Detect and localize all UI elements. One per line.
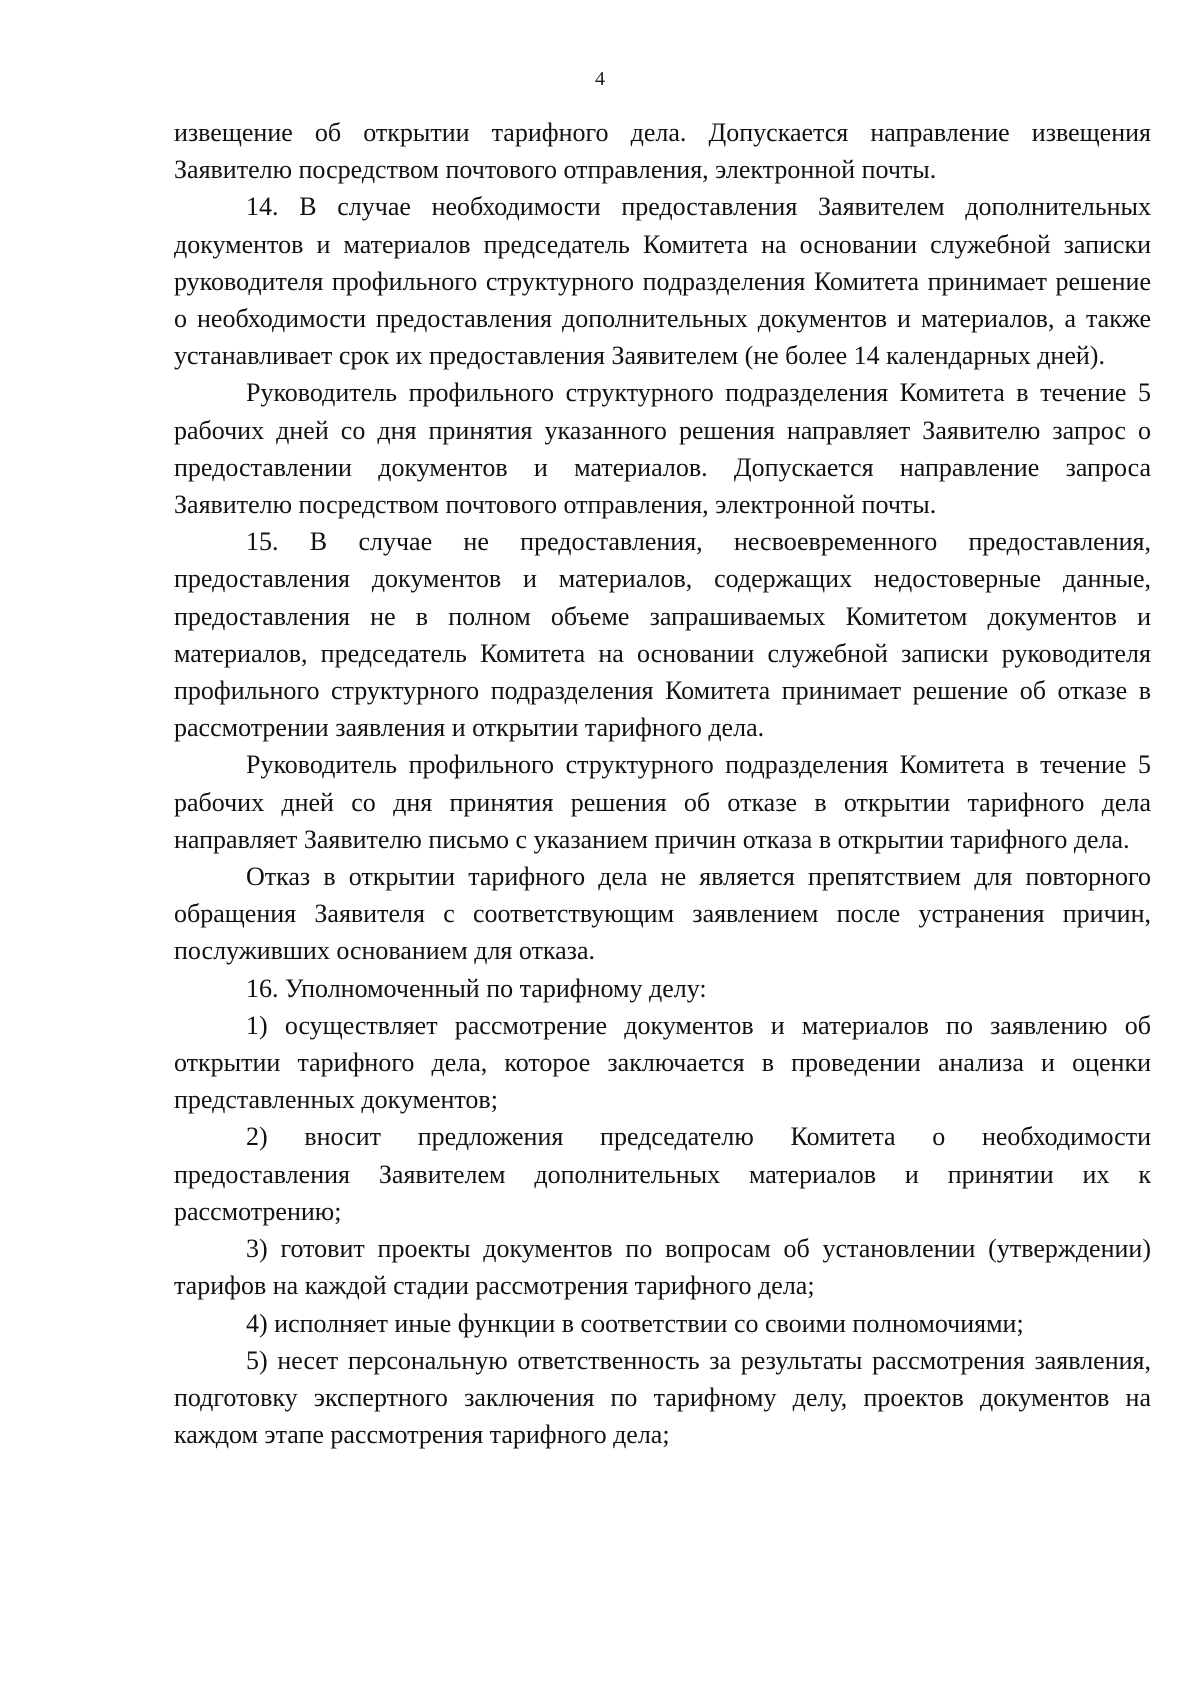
list-item-1: 1) осуществляет рассмотрение документов и материалов по заявлению об открытии тарифного дела, которое заключается в проведении анализа и оценки представленных документов; <box>174 1010 1151 1115</box>
paragraph-item-15: 15. В случае не предоставления, несвоевременного предоставления, предоставления документов и материалов, содержащих недостоверные данные, предоставления не в полном объеме запрашиваемых Комитетом документов и материалов, председатель Комитета на основании служебной записки руководителя профильного структурного подразделения Комитета принимает решение об отказе в рассмотрении заявления и открытии тарифного дела. <box>174 527 1151 743</box>
page-number: 4 <box>595 68 605 90</box>
list-item-2: 2) вносит предложения председателю Комитета о необходимости предоставления Заявителем дополнительных материалов и принятии их к рассмотрению; <box>174 1122 1151 1226</box>
paragraph-refusal-not-obstacle: Отказ в открытии тарифного дела не является препятствием для повторного обращения Заявителя с соответствующим заявлением после устранения причин, послуживших основанием для отказа. <box>174 862 1151 966</box>
paragraph-head-request: Руководитель профильного структурного подразделения Комитета в течение 5 рабочих дней со дня принятия указанного решения направляет Заявителю запрос о предоставлении документов и материалов. Допускается направление запроса Заявителю посредством почтового отправления, электронной почты. <box>174 378 1151 520</box>
paragraph-item-16: 16. Уполномоченный по тарифному делу: <box>246 973 707 1003</box>
list-item-5: 5) несет персональную ответственность за результаты рассмотрения заявления, подготовку экспертного заключения по тарифному делу, проектов документов на каждом этапе рассмотрения тарифного дела; <box>174 1345 1151 1450</box>
list-item-3: 3) готовит проекты документов по вопросам об установлении (утверждении) тарифов на каждой стадии рассмотрения тарифного дела; <box>174 1234 1151 1301</box>
paragraph-head-refusal-letter: Руководитель профильного структурного подразделения Комитета в течение 5 рабочих дней со дня принятия решения об отказе в открытии тарифного дела направляет Заявителю письмо с указанием причин отказа в открытии тарифного дела. <box>174 750 1151 854</box>
list-item-4: 4) исполняет иные функции в соответствии со своими полномочиями; <box>246 1308 1024 1338</box>
paragraph-item-14: 14. В случае необходимости предоставления Заявителем дополнительных документов и материалов председатель Комитета на основании служебной записки руководителя профильного структурного подразделения Комитета принимает решение о необходимости предоставления дополнительных документов и материалов, а также устанавливает срок их предоставления Заявителем (не более 14 календарных дней). <box>174 192 1151 371</box>
paragraph-continuation: извещение об открытии тарифного дела. Допускается направление извещения Заявителю посредством почтового отправления, электронной почты. <box>174 118 1151 185</box>
document-body <box>174 114 1151 1453</box>
